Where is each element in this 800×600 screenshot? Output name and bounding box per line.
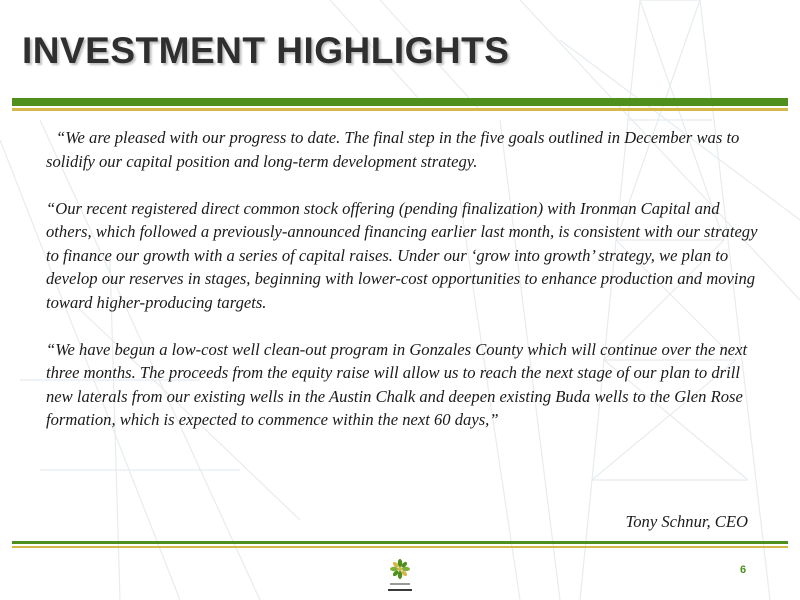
page-number: 6	[740, 564, 747, 576]
title-divider-green	[12, 98, 788, 106]
slide-title: INVESTMENT HIGHLIGHTS	[22, 30, 510, 71]
quote-body	[46, 126, 766, 455]
quote-paragraph-3: “We have begun a low-cost well clean-out program in Gonzales County which will continue over the next three months. The proceeds from the equity raise will allow us to reach the next stage of our plan to drill new laterals from our existing wells in the Austin Chalk and deepen existing Buda wells to the Glen Rose formation, which is expected to commence within the next 60 days,”	[46, 339, 748, 429]
quote-paragraph-2: “Our recent registered direct common stock offering (pending finalization) with Ironman Capital and others, which followed a previously-announced financing earlier last month, is consistent with our strategy to finance our growth with a series of capital raises. Under our ‘grow into growth’ strategy, we plan to develop our reserves in stages, beginning with lower-cost opportunities to enhance production and moving toward higher-producing targets.	[46, 198, 758, 312]
company-logo-icon	[382, 556, 418, 596]
quote-attribution: Tony Schnur, CEO	[625, 512, 748, 531]
footer-divider-gold	[12, 546, 788, 548]
title-divider-gold	[12, 108, 788, 111]
footer-divider	[12, 541, 788, 549]
quote-paragraph-1: “We are pleased with our progress to date. The final step in the five goals outlined in December was to solidify our capital position and long-term development strategy.	[46, 128, 740, 171]
title-divider	[12, 98, 788, 112]
footer-divider-green	[12, 541, 788, 544]
